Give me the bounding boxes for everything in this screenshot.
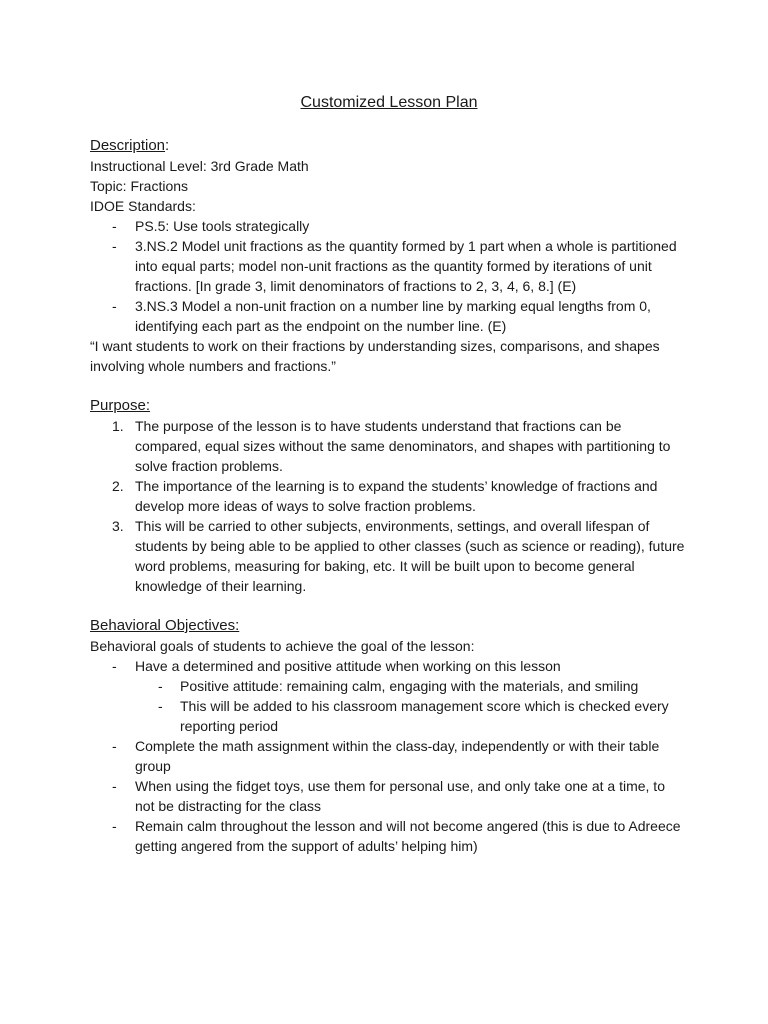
dash-marker: - [112, 778, 117, 794]
behavioral-subtext: This will be added to his classroom management score which is checked every reporting period [180, 698, 669, 734]
behavioral-subitem [90, 696, 688, 736]
standard-text: 3.NS.3 Model a non-unit fraction on a number line by marking equal lengths from 0, identifying each part as the endpoint on the number line. (E) [135, 298, 651, 334]
dash-marker: - [112, 298, 117, 314]
behavioral-subtext: Positive attitude: remaining calm, engaging with the materials, and smiling [180, 678, 639, 694]
standard-text: 3.NS.2 Model unit fractions as the quantity formed by 1 part when a whole is partitioned into equal parts; model non-unit fractions as the quantity formed by iterations of unit fractions. [In grade 3, limit denominators of fractions to 2, 3, 4, 6, 8.] (E) [135, 238, 677, 294]
dash-marker: - [158, 678, 163, 694]
behavioral-sublist [90, 676, 688, 736]
behavioral-item [90, 656, 688, 676]
teacher-quote: “I want students to work on their fractions by understanding sizes, comparisons, and shapes involving whole numbers and fractions.” [90, 338, 660, 374]
standard-item [90, 296, 688, 336]
behavioral-text: Have a determined and positive attitude when working on this lesson [135, 658, 561, 674]
behavioral-heading [90, 616, 688, 636]
dash-marker: - [112, 658, 117, 674]
behavioral-item [90, 816, 688, 856]
behavioral-intro: Behavioral goals of students to achieve the goal of the lesson: [90, 638, 475, 654]
purpose-heading-text: Purpose: [90, 397, 151, 414]
description-heading [90, 136, 688, 156]
behavioral-list [90, 656, 688, 676]
description-heading-text: Description [90, 137, 166, 154]
standard-item [90, 236, 688, 296]
behavioral-text: Remain calm throughout the lesson and will not become angered (this is due to Adreece getting angered from the support of adults’ helping him) [135, 818, 681, 854]
standards-label: IDOE Standards: [90, 198, 196, 214]
section-spacer [90, 376, 688, 396]
purpose-text: This will be carried to other subjects, environments, settings, and overall lifespan of students by being able to be applied to other classes (such as science or reading), future word problems, measuring for baking, etc. It will be built upon to become general knowledge of their learning. [135, 518, 685, 594]
purpose-list [90, 416, 688, 596]
behavioral-heading-text: Behavioral Objectives: [90, 617, 240, 634]
purpose-heading [90, 396, 688, 416]
dash-marker: - [112, 738, 117, 754]
purpose-text: The importance of the learning is to expand the students’ knowledge of fractions and develop more ideas of ways to solve fraction problems. [135, 478, 658, 514]
behavioral-item [90, 776, 688, 816]
standards-list [90, 216, 688, 336]
purpose-item [90, 476, 688, 516]
purpose-item [90, 516, 688, 596]
section-spacer [90, 596, 688, 616]
page-title: Customized Lesson Plan [300, 94, 478, 111]
number-marker: 2. [112, 478, 124, 494]
behavioral-text: When using the fidget toys, use them for personal use, and only take one at a time, to not be distracting for the class [135, 778, 665, 814]
instructional-level-line: Instructional Level: 3rd Grade Math [90, 158, 309, 174]
number-marker: 3. [112, 518, 124, 534]
purpose-item [90, 416, 688, 476]
behavioral-text: Complete the math assignment within the class-day, independently or with their table group [135, 738, 660, 774]
dash-marker: - [158, 698, 163, 714]
purpose-text: The purpose of the lesson is to have students understand that fractions can be compared, equal sizes without the same denominators, and shapes with partitioning to solve fraction problems. [135, 418, 671, 474]
description-heading-colon: : [165, 137, 170, 154]
dash-marker: - [112, 218, 117, 234]
dash-marker: - [112, 818, 117, 834]
number-marker: 1. [112, 418, 124, 434]
standard-text: PS.5: Use tools strategically [135, 218, 310, 234]
dash-marker: - [112, 238, 117, 254]
behavioral-list-continued [90, 736, 688, 856]
behavioral-subitem [90, 676, 688, 696]
topic-line: Topic: Fractions [90, 178, 189, 194]
standard-item [90, 216, 688, 236]
behavioral-item [90, 736, 688, 776]
